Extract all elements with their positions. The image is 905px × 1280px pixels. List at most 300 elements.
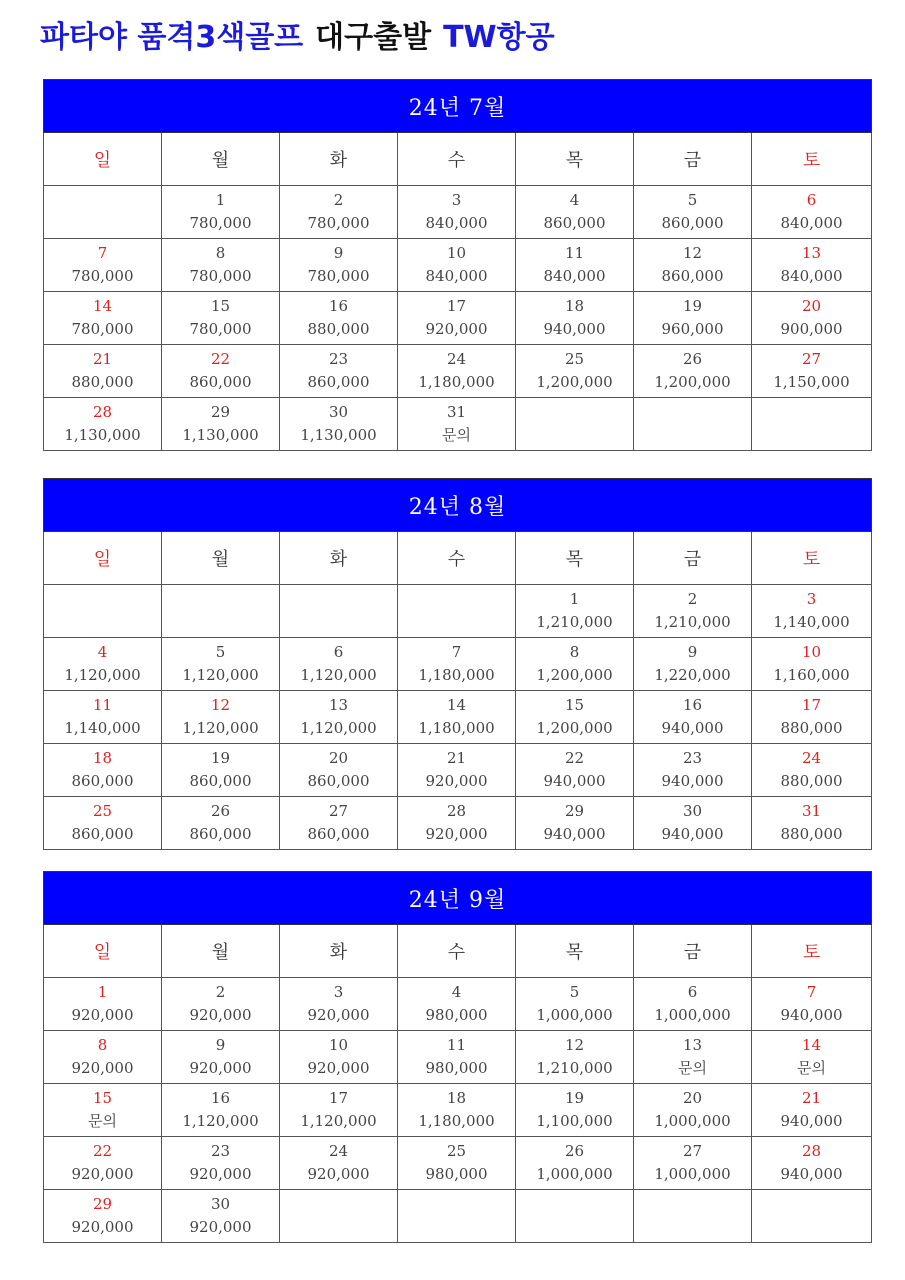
date-cell	[162, 1190, 280, 1243]
weekday-label: 토	[752, 925, 872, 978]
date-number: 26	[210, 802, 231, 820]
title-departure: 대구출발	[315, 20, 432, 55]
date-number: 23	[328, 350, 349, 368]
date-number: 9	[687, 643, 698, 661]
date-cell	[44, 398, 162, 451]
date-cell	[634, 1137, 752, 1190]
date-cell	[752, 186, 872, 239]
date-number: 5	[687, 191, 698, 209]
weekday-label: 일	[44, 925, 162, 978]
month-header: 24년 7월	[44, 80, 872, 133]
date-price: 1,210,000	[536, 613, 613, 631]
date-number: 22	[92, 1142, 113, 1160]
page-title	[40, 18, 555, 58]
date-number: 19	[210, 749, 231, 767]
date-price: 780,000	[189, 267, 252, 285]
week-row	[44, 1084, 872, 1137]
date-cell	[280, 1031, 398, 1084]
date-number: 9	[333, 244, 344, 262]
date-number: 28	[446, 802, 467, 820]
weekday-label: 일	[44, 532, 162, 585]
date-price: 1,200,000	[536, 373, 613, 391]
date-number: 29	[564, 802, 585, 820]
date-price: 860,000	[189, 373, 252, 391]
empty-cell	[398, 1190, 516, 1243]
date-number: 10	[328, 1036, 349, 1054]
date-price: 940,000	[780, 1006, 843, 1024]
date-number: 19	[682, 297, 703, 315]
date-cell	[516, 691, 634, 744]
date-cell	[634, 744, 752, 797]
date-price: 860,000	[307, 825, 370, 843]
date-cell	[634, 239, 752, 292]
date-price: 960,000	[661, 320, 724, 338]
date-cell	[280, 978, 398, 1031]
title-airline: TW항공	[443, 20, 555, 55]
empty-cell	[634, 398, 752, 451]
date-cell	[516, 638, 634, 691]
date-number: 8	[97, 1036, 108, 1054]
date-cell	[634, 292, 752, 345]
date-number: 8	[569, 643, 580, 661]
date-number: 8	[215, 244, 226, 262]
calendar-august	[43, 478, 872, 850]
date-price: 880,000	[780, 772, 843, 790]
date-cell	[44, 1190, 162, 1243]
date-number: 11	[92, 696, 113, 714]
date-cell	[44, 978, 162, 1031]
date-number: 12	[210, 696, 231, 714]
date-price: 920,000	[307, 1059, 370, 1077]
date-cell	[280, 345, 398, 398]
date-price: 840,000	[780, 267, 843, 285]
date-cell	[752, 292, 872, 345]
empty-cell	[280, 585, 398, 638]
date-cell	[752, 978, 872, 1031]
date-number: 7	[451, 643, 462, 661]
date-price: 920,000	[71, 1165, 134, 1183]
date-cell	[752, 638, 872, 691]
date-cell	[398, 691, 516, 744]
weekday-label: 월	[162, 133, 280, 186]
date-price: 860,000	[189, 772, 252, 790]
date-number: 10	[801, 643, 822, 661]
date-number: 15	[92, 1089, 113, 1107]
date-price: 1,000,000	[654, 1165, 731, 1183]
empty-cell	[280, 1190, 398, 1243]
date-cell	[752, 1084, 872, 1137]
date-price: 900,000	[780, 320, 843, 338]
date-price: 문의	[678, 1059, 707, 1077]
date-price: 1,160,000	[773, 666, 850, 684]
date-price: 1,120,000	[300, 719, 377, 737]
date-number: 16	[328, 297, 349, 315]
date-price: 1,000,000	[654, 1112, 731, 1130]
date-price: 1,140,000	[64, 719, 141, 737]
date-price: 1,120,000	[182, 719, 259, 737]
week-row	[44, 797, 872, 850]
date-number: 15	[210, 297, 231, 315]
date-cell	[44, 691, 162, 744]
week-row	[44, 585, 872, 638]
date-number: 31	[801, 802, 822, 820]
date-cell	[516, 978, 634, 1031]
weekday-label: 수	[398, 925, 516, 978]
date-cell	[634, 638, 752, 691]
date-number: 21	[446, 749, 467, 767]
date-cell	[398, 1137, 516, 1190]
date-number: 20	[801, 297, 822, 315]
date-cell	[398, 292, 516, 345]
date-number: 18	[446, 1089, 467, 1107]
date-price: 920,000	[71, 1059, 134, 1077]
date-number: 25	[564, 350, 585, 368]
date-number: 12	[564, 1036, 585, 1054]
date-cell	[162, 744, 280, 797]
date-cell	[44, 797, 162, 850]
date-price: 920,000	[189, 1006, 252, 1024]
date-number: 27	[682, 1142, 703, 1160]
date-cell	[752, 1031, 872, 1084]
date-price: 980,000	[425, 1059, 488, 1077]
date-number: 21	[92, 350, 113, 368]
date-cell	[516, 292, 634, 345]
date-cell	[44, 1137, 162, 1190]
date-cell	[162, 978, 280, 1031]
date-cell	[516, 797, 634, 850]
date-cell	[752, 691, 872, 744]
date-number: 22	[564, 749, 585, 767]
date-number: 12	[682, 244, 703, 262]
date-number: 2	[333, 191, 344, 209]
week-row	[44, 978, 872, 1031]
week-row	[44, 1137, 872, 1190]
date-price: 920,000	[71, 1218, 134, 1236]
date-number: 18	[564, 297, 585, 315]
date-cell	[634, 345, 752, 398]
weekday-label: 수	[398, 133, 516, 186]
date-price: 840,000	[425, 267, 488, 285]
date-price: 1,200,000	[536, 666, 613, 684]
weekday-label: 월	[162, 925, 280, 978]
date-cell	[162, 239, 280, 292]
date-cell	[634, 1031, 752, 1084]
date-cell	[162, 186, 280, 239]
empty-cell	[752, 398, 872, 451]
date-cell	[752, 1137, 872, 1190]
empty-cell	[752, 1190, 872, 1243]
date-cell	[398, 638, 516, 691]
weekday-label: 일	[44, 133, 162, 186]
date-number: 5	[569, 983, 580, 1001]
date-number: 11	[564, 244, 585, 262]
weekday-row	[44, 532, 872, 585]
date-price: 문의	[88, 1112, 117, 1130]
date-number: 9	[215, 1036, 226, 1054]
date-price: 920,000	[189, 1165, 252, 1183]
date-cell	[280, 239, 398, 292]
date-number: 1	[215, 191, 226, 209]
date-number: 20	[682, 1089, 703, 1107]
date-number: 13	[328, 696, 349, 714]
date-number: 19	[564, 1089, 585, 1107]
date-price: 940,000	[543, 772, 606, 790]
date-price: 860,000	[307, 373, 370, 391]
date-price: 1,220,000	[654, 666, 731, 684]
date-number: 14	[446, 696, 467, 714]
weekday-label: 금	[634, 532, 752, 585]
week-row	[44, 398, 872, 451]
date-cell	[280, 186, 398, 239]
date-price: 문의	[442, 426, 471, 444]
date-cell	[280, 398, 398, 451]
date-cell	[752, 744, 872, 797]
date-cell	[634, 691, 752, 744]
date-cell	[162, 691, 280, 744]
date-price: 940,000	[543, 320, 606, 338]
week-row	[44, 345, 872, 398]
date-cell	[44, 638, 162, 691]
date-cell	[44, 1031, 162, 1084]
weekday-label: 토	[752, 133, 872, 186]
empty-cell	[44, 585, 162, 638]
date-number: 23	[682, 749, 703, 767]
date-cell	[162, 1137, 280, 1190]
date-number: 13	[682, 1036, 703, 1054]
date-price: 940,000	[780, 1112, 843, 1130]
date-number: 28	[801, 1142, 822, 1160]
date-cell	[752, 239, 872, 292]
date-number: 29	[92, 1195, 113, 1213]
empty-cell	[516, 1190, 634, 1243]
date-number: 17	[446, 297, 467, 315]
date-number: 15	[564, 696, 585, 714]
date-number: 3	[451, 191, 462, 209]
date-price: 860,000	[71, 772, 134, 790]
date-number: 6	[687, 983, 698, 1001]
date-cell	[398, 978, 516, 1031]
date-number: 25	[446, 1142, 467, 1160]
date-number: 10	[446, 244, 467, 262]
date-cell	[162, 1084, 280, 1137]
date-price: 780,000	[189, 320, 252, 338]
weekday-label: 목	[516, 532, 634, 585]
calendar-july	[43, 79, 872, 451]
date-cell	[280, 691, 398, 744]
date-number: 20	[328, 749, 349, 767]
date-cell	[280, 638, 398, 691]
date-price: 840,000	[780, 214, 843, 232]
date-cell	[44, 1084, 162, 1137]
date-cell	[516, 744, 634, 797]
date-cell	[634, 585, 752, 638]
title-destination: 파타야 품격3색골프	[40, 20, 304, 55]
date-cell	[162, 292, 280, 345]
date-number: 26	[682, 350, 703, 368]
date-price: 880,000	[780, 825, 843, 843]
date-cell	[162, 345, 280, 398]
weekday-label: 목	[516, 133, 634, 186]
date-price: 920,000	[425, 825, 488, 843]
date-price: 860,000	[189, 825, 252, 843]
date-number: 24	[801, 749, 822, 767]
date-price: 880,000	[780, 719, 843, 737]
date-number: 23	[210, 1142, 231, 1160]
week-row	[44, 292, 872, 345]
weekday-label: 금	[634, 133, 752, 186]
date-price: 980,000	[425, 1006, 488, 1024]
date-cell	[162, 1031, 280, 1084]
date-price: 860,000	[661, 267, 724, 285]
date-price: 920,000	[425, 320, 488, 338]
weekday-row	[44, 925, 872, 978]
month-header: 24년 8월	[44, 479, 872, 532]
date-price: 940,000	[543, 825, 606, 843]
weekday-label: 금	[634, 925, 752, 978]
date-price: 920,000	[189, 1218, 252, 1236]
date-price: 1,210,000	[536, 1059, 613, 1077]
date-number: 30	[210, 1195, 231, 1213]
date-price: 880,000	[71, 373, 134, 391]
date-number: 5	[215, 643, 226, 661]
date-price: 1,130,000	[182, 426, 259, 444]
date-cell	[516, 1137, 634, 1190]
date-price: 1,200,000	[536, 719, 613, 737]
date-number: 24	[328, 1142, 349, 1160]
date-price: 980,000	[425, 1165, 488, 1183]
date-cell	[634, 978, 752, 1031]
date-cell	[752, 345, 872, 398]
date-price: 920,000	[189, 1059, 252, 1077]
date-price: 860,000	[71, 825, 134, 843]
date-price: 880,000	[307, 320, 370, 338]
date-cell	[398, 797, 516, 850]
date-price: 1,150,000	[773, 373, 850, 391]
week-row	[44, 1031, 872, 1084]
date-price: 문의	[797, 1059, 827, 1077]
date-cell	[280, 1084, 398, 1137]
date-cell	[398, 186, 516, 239]
week-row	[44, 744, 872, 797]
date-price: 1,140,000	[773, 613, 850, 631]
date-number: 21	[801, 1089, 822, 1107]
week-row	[44, 1190, 872, 1243]
date-cell	[516, 1084, 634, 1137]
date-price: 920,000	[425, 772, 488, 790]
date-price: 1,210,000	[654, 613, 731, 631]
month-header: 24년 9월	[44, 872, 872, 925]
date-price: 1,100,000	[536, 1112, 613, 1130]
date-cell	[516, 585, 634, 638]
date-number: 26	[564, 1142, 585, 1160]
date-price: 1,000,000	[654, 1006, 731, 1024]
date-price: 780,000	[307, 214, 370, 232]
date-price: 920,000	[71, 1006, 134, 1024]
date-cell	[634, 797, 752, 850]
date-cell	[162, 398, 280, 451]
date-number: 31	[446, 403, 467, 421]
date-price: 1,120,000	[300, 666, 377, 684]
date-price: 1,120,000	[300, 1112, 377, 1130]
date-price: 940,000	[780, 1165, 843, 1183]
weekday-label: 목	[516, 925, 634, 978]
date-cell	[516, 239, 634, 292]
date-cell	[398, 239, 516, 292]
date-price: 1,130,000	[300, 426, 377, 444]
date-number: 28	[92, 403, 113, 421]
week-row	[44, 691, 872, 744]
empty-cell	[44, 186, 162, 239]
weekday-label: 화	[280, 925, 398, 978]
date-price: 780,000	[71, 267, 134, 285]
date-price: 1,130,000	[64, 426, 141, 444]
date-cell	[280, 744, 398, 797]
date-number: 16	[682, 696, 703, 714]
date-cell	[516, 1031, 634, 1084]
date-cell	[398, 744, 516, 797]
empty-cell	[634, 1190, 752, 1243]
date-number: 22	[210, 350, 231, 368]
week-row	[44, 638, 872, 691]
date-number: 30	[328, 403, 349, 421]
date-price: 1,120,000	[182, 666, 259, 684]
date-cell	[516, 345, 634, 398]
date-price: 1,120,000	[182, 1112, 259, 1130]
date-price: 1,000,000	[536, 1165, 613, 1183]
date-cell	[398, 1084, 516, 1137]
date-number: 4	[569, 191, 580, 209]
date-number: 4	[451, 983, 462, 1001]
date-number: 13	[801, 244, 822, 262]
date-price: 860,000	[307, 772, 370, 790]
date-number: 27	[328, 802, 349, 820]
date-cell	[634, 1084, 752, 1137]
date-price: 1,000,000	[536, 1006, 613, 1024]
date-price: 1,180,000	[418, 666, 495, 684]
date-number: 30	[682, 802, 703, 820]
date-number: 14	[92, 297, 113, 315]
date-cell	[44, 239, 162, 292]
date-number: 4	[97, 643, 108, 661]
weekday-row	[44, 133, 872, 186]
date-price: 780,000	[189, 214, 252, 232]
date-number: 2	[687, 590, 698, 608]
date-number: 11	[446, 1036, 467, 1054]
date-cell	[516, 186, 634, 239]
date-number: 17	[328, 1089, 349, 1107]
date-number: 6	[806, 191, 817, 209]
date-cell	[280, 797, 398, 850]
date-number: 17	[801, 696, 822, 714]
date-cell	[44, 345, 162, 398]
date-cell	[752, 797, 872, 850]
date-cell	[162, 797, 280, 850]
date-price: 860,000	[661, 214, 724, 232]
date-price: 940,000	[661, 772, 724, 790]
date-cell	[44, 292, 162, 345]
week-row	[44, 186, 872, 239]
weekday-label: 화	[280, 532, 398, 585]
weekday-label: 수	[398, 532, 516, 585]
date-price: 920,000	[307, 1165, 370, 1183]
date-number: 2	[215, 983, 226, 1001]
empty-cell	[162, 585, 280, 638]
empty-cell	[516, 398, 634, 451]
date-number: 6	[333, 643, 344, 661]
date-cell	[280, 292, 398, 345]
date-number: 29	[210, 403, 231, 421]
calendar-september	[43, 871, 872, 1243]
